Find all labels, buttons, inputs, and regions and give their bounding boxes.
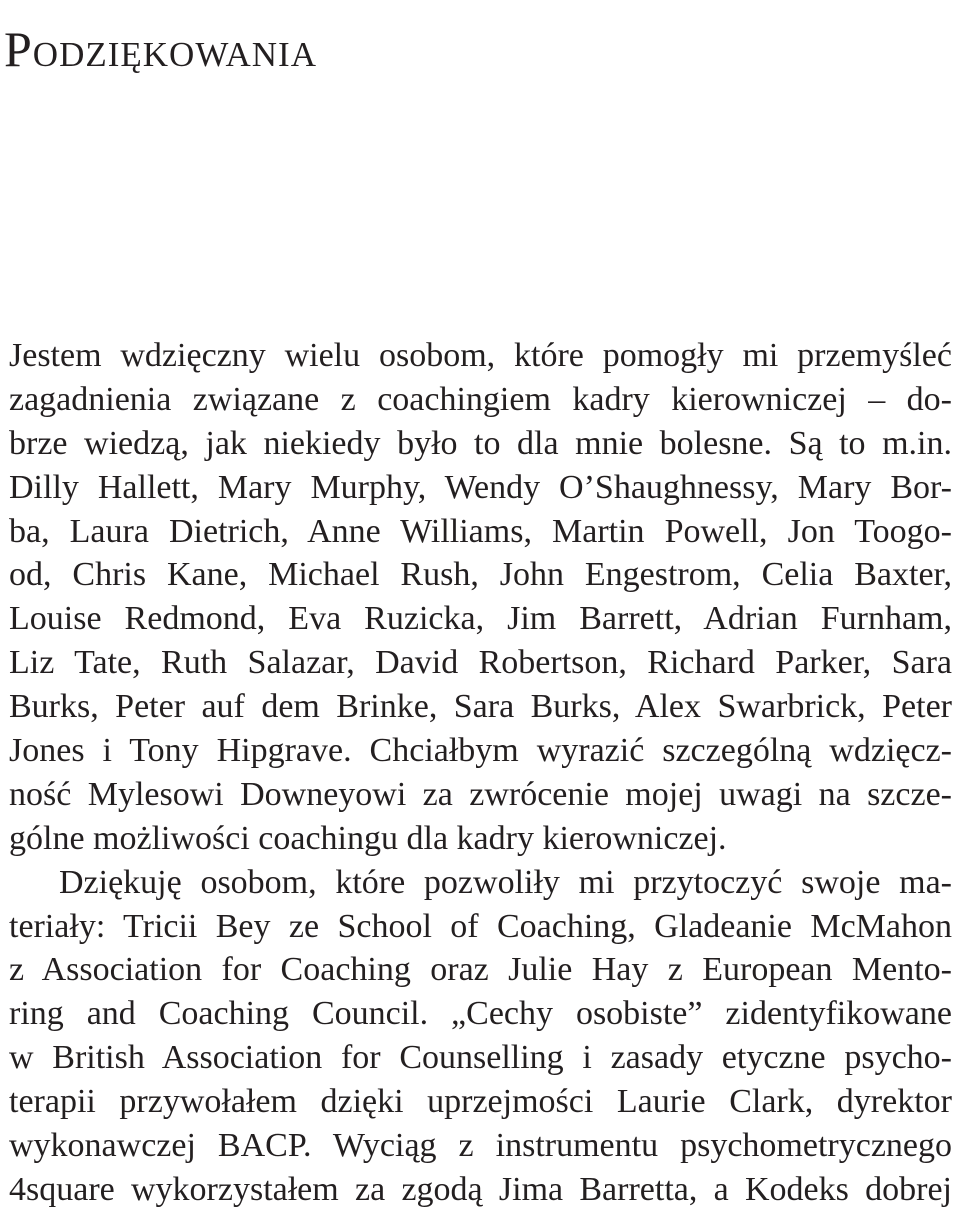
text-line: wykonawczej BACP. Wyciąg z instrumentu psychometrycznego — [9, 1127, 952, 1165]
text-line: ność Mylesowi Downeyowi za zwrócenie mojej uwagi na szcze- — [9, 775, 952, 813]
text-line: teriały: Tricii Bey ze School of Coaching, Gladeanie McMahon — [9, 907, 952, 945]
text-line: brze wiedzą, jak niekiedy było to dla mnie bolesne. Są to m.in. — [9, 424, 952, 462]
text-line: od, Chris Kane, Michael Rush, John Engestrom, Celia Baxter, — [9, 556, 952, 594]
acknowledgements-text — [9, 334, 952, 1212]
text-line: ring and Coaching Council. „Cechy osobiste” zidentyfikowane — [9, 995, 952, 1033]
text-line: zagadnienia związane z coachingiem kadry kierowniczej – do- — [9, 380, 952, 418]
text-line: Liz Tate, Ruth Salazar, David Robertson, Richard Parker, Sara — [9, 644, 952, 682]
paragraph-start-line: Dziękuję osobom, które pozwoliły mi przytoczyć swoje ma- — [59, 863, 952, 901]
page-title: Podziękowania — [4, 21, 317, 77]
text-line: ba, Laura Dietrich, Anne Williams, Martin Powell, Jon Toogo- — [9, 512, 952, 550]
text-line: w British Association for Counselling i zasady etyczne psycho- — [9, 1039, 952, 1077]
text-line: Jestem wdzięczny wielu osobom, które pomogły mi przemyśleć — [9, 337, 952, 374]
paragraph-end-line: gólne możliwości coachingu dla kadry kierowniczej. — [9, 819, 727, 857]
text-line: z Association for Coaching oraz Julie Hay z European Mento- — [9, 951, 952, 989]
text-line: 4square wykorzystałem za zgodą Jima Barretta, a Kodeks dobrej — [9, 1170, 952, 1208]
text-line: Jones i Tony Hipgrave. Chciałbym wyrazić szczególną wdzięcz- — [9, 732, 952, 770]
text-line: Burks, Peter auf dem Brinke, Sara Burks, Alex Swarbrick, Peter — [9, 688, 952, 726]
text-line: Louise Redmond, Eva Ruzicka, Jim Barrett, Adrian Furnham, — [9, 600, 952, 638]
text-line: Dilly Hallett, Mary Murphy, Wendy O’Shaughnessy, Mary Bor- — [9, 468, 952, 506]
text-line: terapii przywołałem dzięki uprzejmości Laurie Clark, dyrektor — [9, 1083, 952, 1121]
